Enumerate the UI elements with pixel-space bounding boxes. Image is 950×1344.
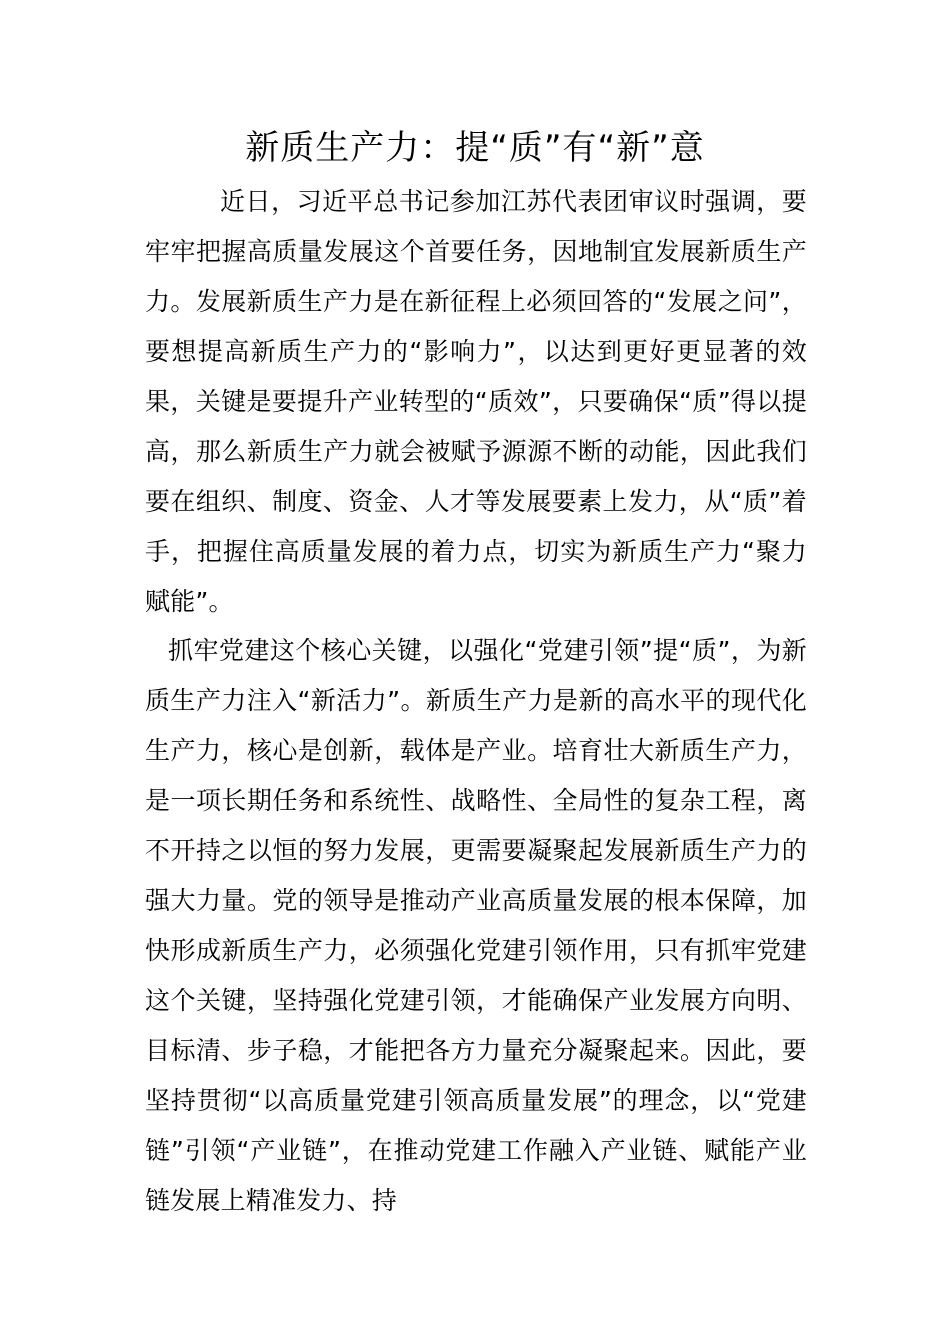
paragraph-1: 近日，习近平总书记参加江苏代表团审议时强调，要牢牢把握高质量发展这个首要任务，因地制宜发展新质生产力。发展新质生产力是在新征程上必须回答的“发展之问”，要想提高新质生产力的“影响力”，以达到更好更显著的效果，关键是要提升产业转型的“质效”，只要确保“质”得以提高，那么新质生产力就会被赋予源源不断的动能，因此我们要在组织、制度、资金、人才等发展要素上发力，从“质”着手，把握住高质量发展的着力点，切实为新质生产力“聚力赋能”。 [145,187,807,616]
paragraph-2: 抓牢党建这个核心关键，以强化“党建引领”提“质”，为新质生产力注入“新活力”。新质生产力是新的高水平的现代化生产力，核心是创新，载体是产业。培育壮大新质生产力，是一项长期任务和系统性、战略性、全局性的复杂工程，离不开持之以恒的努力发展，更需要凝聚起发展新质生产力的强大力量。党的领导是推动产业高质量发展的根本保障，加快形成新质生产力，必须强化党建引领作用，只有抓牢党建这个关键，坚持强化党建引领，才能确保产业发展方向明、目标清、步子稳，才能把各方力量充分凝聚起来。因此，要坚持贯彻“以高质量党建引领高质量发展”的理念，以“党建链”引领“产业链”，在推动党建工作融入产业链、赋能产业链发展上精准发力、持 [145,636,807,1215]
document-title: 新质生产力：提“质”有“新”意 [245,128,705,168]
